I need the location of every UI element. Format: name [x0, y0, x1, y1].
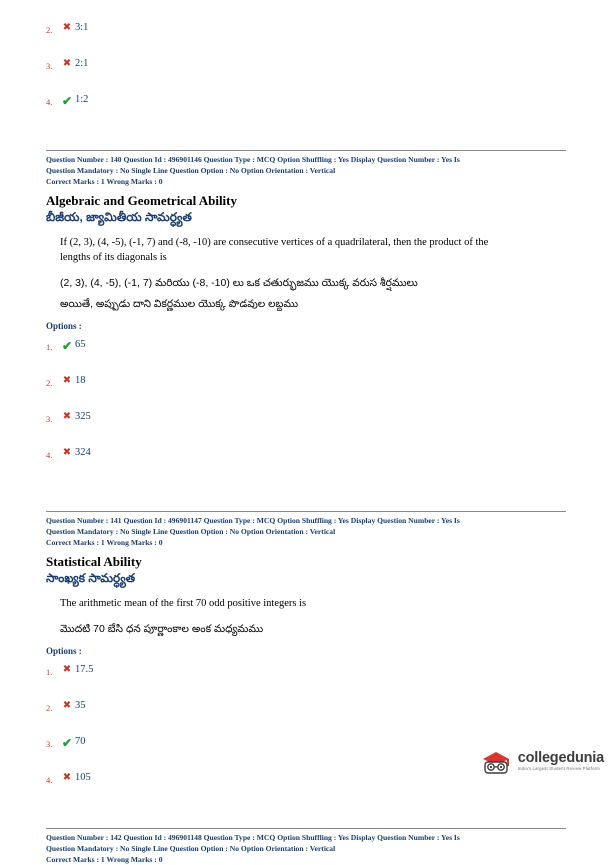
options-label: Options :	[46, 646, 82, 657]
question-text-telugu-line1: మొదటి 70 బేసి ధన పూర్ణాంకాల అంక మధ్యమము	[60, 623, 264, 636]
list-item[interactable]	[46, 411, 566, 425]
section-title-english: Statistical Ability	[46, 554, 142, 570]
wrong-icon: ✖	[62, 22, 72, 33]
option-label: 325	[75, 411, 91, 423]
option-number: 1.	[46, 342, 53, 353]
option-number: 2.	[46, 25, 53, 35]
wrong-icon: ✖	[62, 664, 72, 676]
spacer	[46, 130, 566, 140]
wrong-icon: ✖	[62, 772, 72, 784]
option-number: 2.	[46, 703, 53, 714]
list-item[interactable]	[46, 58, 566, 72]
section-title-telugu: సాంఖ్యక సామర్ధ్యత	[46, 571, 136, 586]
question-text-telugu-line1: (2, 3), (4, -5), (-1, 7) మరియు (-8, -10) లు ఒక చతుర్భుజము యొక్క వరుస శీర్షములు	[60, 277, 418, 290]
option-number: 3.	[46, 414, 53, 425]
list-item[interactable]	[46, 22, 566, 36]
question-text-telugu-line2: అయితే, అప్పుడు దాని వికర్ణముల యొక్క పొడవుల లబ్దము	[60, 298, 299, 311]
option-number: 4.	[46, 450, 53, 461]
collegedunia-logo-icon	[479, 746, 513, 776]
question-text-english: If (2, 3), (4, -5), (-1, 7) and (-8, -10) are consecutive vertices of a quadrilateral, then the product of the lengths of its diagonals is	[60, 237, 489, 264]
option-label: 324	[75, 447, 91, 459]
top-options-list	[46, 22, 566, 108]
divider	[46, 150, 566, 151]
option-number: 4.	[46, 775, 53, 786]
meta-line: Question Number : 140 Question Id : 496901146 Question Type : MCQ Option Shuffling : Yes Display Question Number : Yes Is	[46, 155, 460, 164]
wrong-icon: ✖	[62, 447, 72, 459]
question-text-english: The arithmetic mean of the first 70 odd positive integers is	[60, 598, 307, 610]
option-label: 18	[75, 375, 86, 387]
option-label: 2:1	[75, 58, 89, 69]
question-meta	[46, 511, 566, 548]
meta-line: Question Number : 141 Question Id : 496901147 Question Type : MCQ Option Shuffling : Yes Display Question Number : Yes Is	[46, 516, 460, 526]
list-item[interactable]	[46, 94, 566, 108]
option-number: 1.	[46, 667, 53, 678]
collegedunia-logo-text	[518, 751, 604, 771]
list-item[interactable]	[46, 700, 566, 714]
option-number: 3.	[46, 739, 53, 750]
page-content	[46, 22, 566, 865]
wrong-icon: ✖	[62, 411, 72, 423]
question-meta	[46, 828, 566, 865]
correct-icon: ✔	[61, 339, 73, 354]
meta-line: Question Mandatory : No Single Line Question Option : No Option Orientation : Vertical	[46, 166, 336, 175]
meta-line: Question Number : 142 Question Id : 496901148 Question Type : MCQ Option Shuffling : Yes Display Question Number : Yes Is	[46, 833, 460, 843]
meta-line: Question Mandatory : No Single Line Question Option : No Option Orientation : Vertical	[46, 527, 336, 537]
wrong-icon: ✖	[62, 700, 72, 712]
divider	[46, 511, 566, 512]
section-title-telugu: బీజీయ, జ్యామితీయ సామర్ధ్యత	[46, 210, 192, 224]
option-label: 35	[75, 700, 86, 712]
wrong-icon: ✖	[62, 375, 72, 387]
list-item[interactable]	[46, 339, 566, 353]
spacer	[46, 483, 566, 501]
option-number: 4.	[46, 97, 53, 107]
divider	[46, 828, 566, 829]
collegedunia-watermark	[479, 746, 604, 776]
question-meta	[46, 150, 566, 187]
meta-line: Question Mandatory : No Single Line Question Option : No Option Orientation : Vertical	[46, 844, 336, 854]
list-item[interactable]	[46, 664, 566, 678]
option-label: 3:1	[75, 22, 89, 33]
options-label: Options :	[46, 321, 82, 332]
option-label: 105	[75, 772, 91, 784]
meta-line: Correct Marks : 1 Wrong Marks : 0	[46, 177, 163, 186]
meta-line: Correct Marks : 1 Wrong Marks : 0	[46, 538, 163, 548]
list-item[interactable]	[46, 375, 566, 389]
option-number: 3.	[46, 61, 53, 71]
correct-icon: ✔	[61, 736, 73, 751]
option-label: 65	[75, 339, 86, 351]
options-list	[46, 339, 566, 461]
correct-icon: ✔	[61, 94, 73, 108]
spacer	[46, 808, 566, 818]
option-label: 1:2	[75, 94, 89, 105]
option-number: 2.	[46, 378, 53, 389]
section-title-english: Algebraic and Geometrical Ability	[46, 193, 238, 208]
logo-subtitle: India's Largest Student Review Platform	[517, 765, 600, 771]
wrong-icon: ✖	[62, 58, 72, 69]
option-label: 17.5	[75, 664, 94, 676]
meta-line: Correct Marks : 1 Wrong Marks : 0	[46, 855, 163, 865]
logo-title: collegedunia	[517, 750, 604, 767]
list-item[interactable]	[46, 447, 566, 461]
option-label: 70	[75, 736, 86, 748]
